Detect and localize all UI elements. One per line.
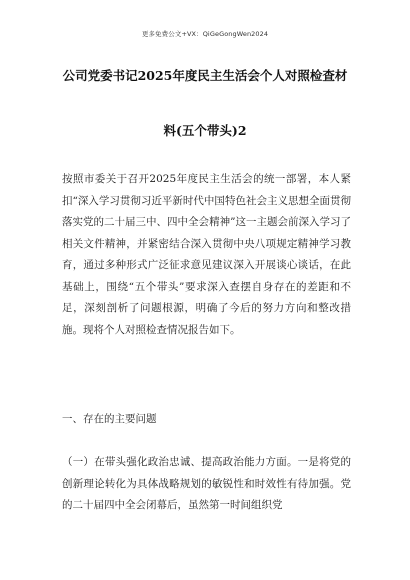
document-title-line-1: 公司党委书记2025年度民主生活会个人对照检查材 <box>62 68 348 83</box>
section-heading-main-problems: 一、存在的主要问题 <box>62 413 157 425</box>
document-title-line-2: 料(五个带头)2 <box>163 123 247 138</box>
section-1-paragraph: （一）在带头强化政治忠诚、提高政治能力方面。一是将党的创新理论转化为具体战略规划的敏锐性和时效性有待加强。党的二十届四中全会闭幕后，虽然第一时间组织党 <box>62 456 351 511</box>
header-promo-note: 更多免费公文+VX：QiGeGongWen2024 <box>141 30 269 38</box>
intro-paragraph: 按照市委关于召开2025年度民主生活会的统一部署，本人紧扣“深入学习贯彻习近平新时代中国特色社会主义思想全面贯彻落实党的二十届三中、四中全会精神”这一主题会前深入学习了相关文件精神，并紧密结合深入贯彻中央八项规定精神学习教育，通过多种形式广泛征求意见建议深入开展谈心谈话，在此基础上，围绕“五个带头”要求深入查摆自身存在的差距和不足，深刻剖析了问题根源，明确了今后的努力方向和整改措施。现将个人对照检查情况报告如下。 <box>62 173 351 336</box>
